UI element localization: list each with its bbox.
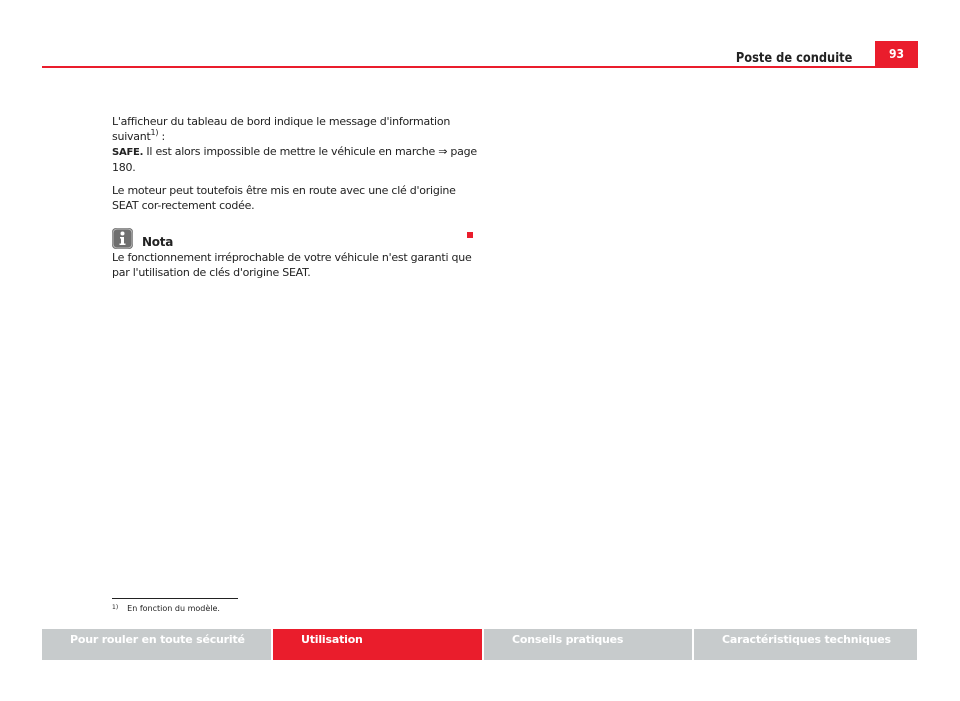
nav-tab-conseils[interactable]: Conseils pratiques xyxy=(484,629,692,660)
paragraph-colon: : xyxy=(158,130,165,143)
main-content xyxy=(112,114,482,288)
paragraph-text: L'afficheur du tableau de bord indique le message d'information suivant xyxy=(112,115,451,143)
paragraph-engine: Le moteur peut toutefois être mis en route avec une clé d'origine SEAT cor-rectement codée. xyxy=(112,184,456,212)
section-end-marker xyxy=(467,232,473,238)
note-text: Le fonctionnement irréprochable de votre véhicule n'est garanti que par l'utilisation de clés d'origine SEAT. xyxy=(112,251,472,279)
paragraph-link-text[interactable]: Il est alors impossible de mettre le véhicule en marche ⇒ page 180. xyxy=(112,145,477,174)
footnote-mark: 1) xyxy=(112,604,119,611)
note-header xyxy=(112,228,482,249)
nav-tab-utilisation[interactable]: Utilisation xyxy=(273,629,482,660)
header-rule xyxy=(42,66,918,68)
info-icon xyxy=(112,228,133,249)
nav-tab-securite[interactable]: Pour rouler en toute sécurité xyxy=(42,629,271,660)
footnote-rule xyxy=(112,598,238,599)
page-title: Poste de conduite xyxy=(735,51,852,66)
bottom-nav xyxy=(42,629,919,660)
footnote xyxy=(112,604,220,613)
note-title: Nota xyxy=(142,235,174,249)
nav-tab-caracteristiques[interactable]: Caractéristiques techniques xyxy=(694,629,917,660)
paragraph-safe-message xyxy=(112,114,482,175)
page-number: 93 xyxy=(875,41,918,66)
footnote-ref: 1) xyxy=(150,128,159,137)
safe-label: SAFE. xyxy=(112,147,144,158)
footnote-text: En fonction du modèle. xyxy=(127,604,220,613)
